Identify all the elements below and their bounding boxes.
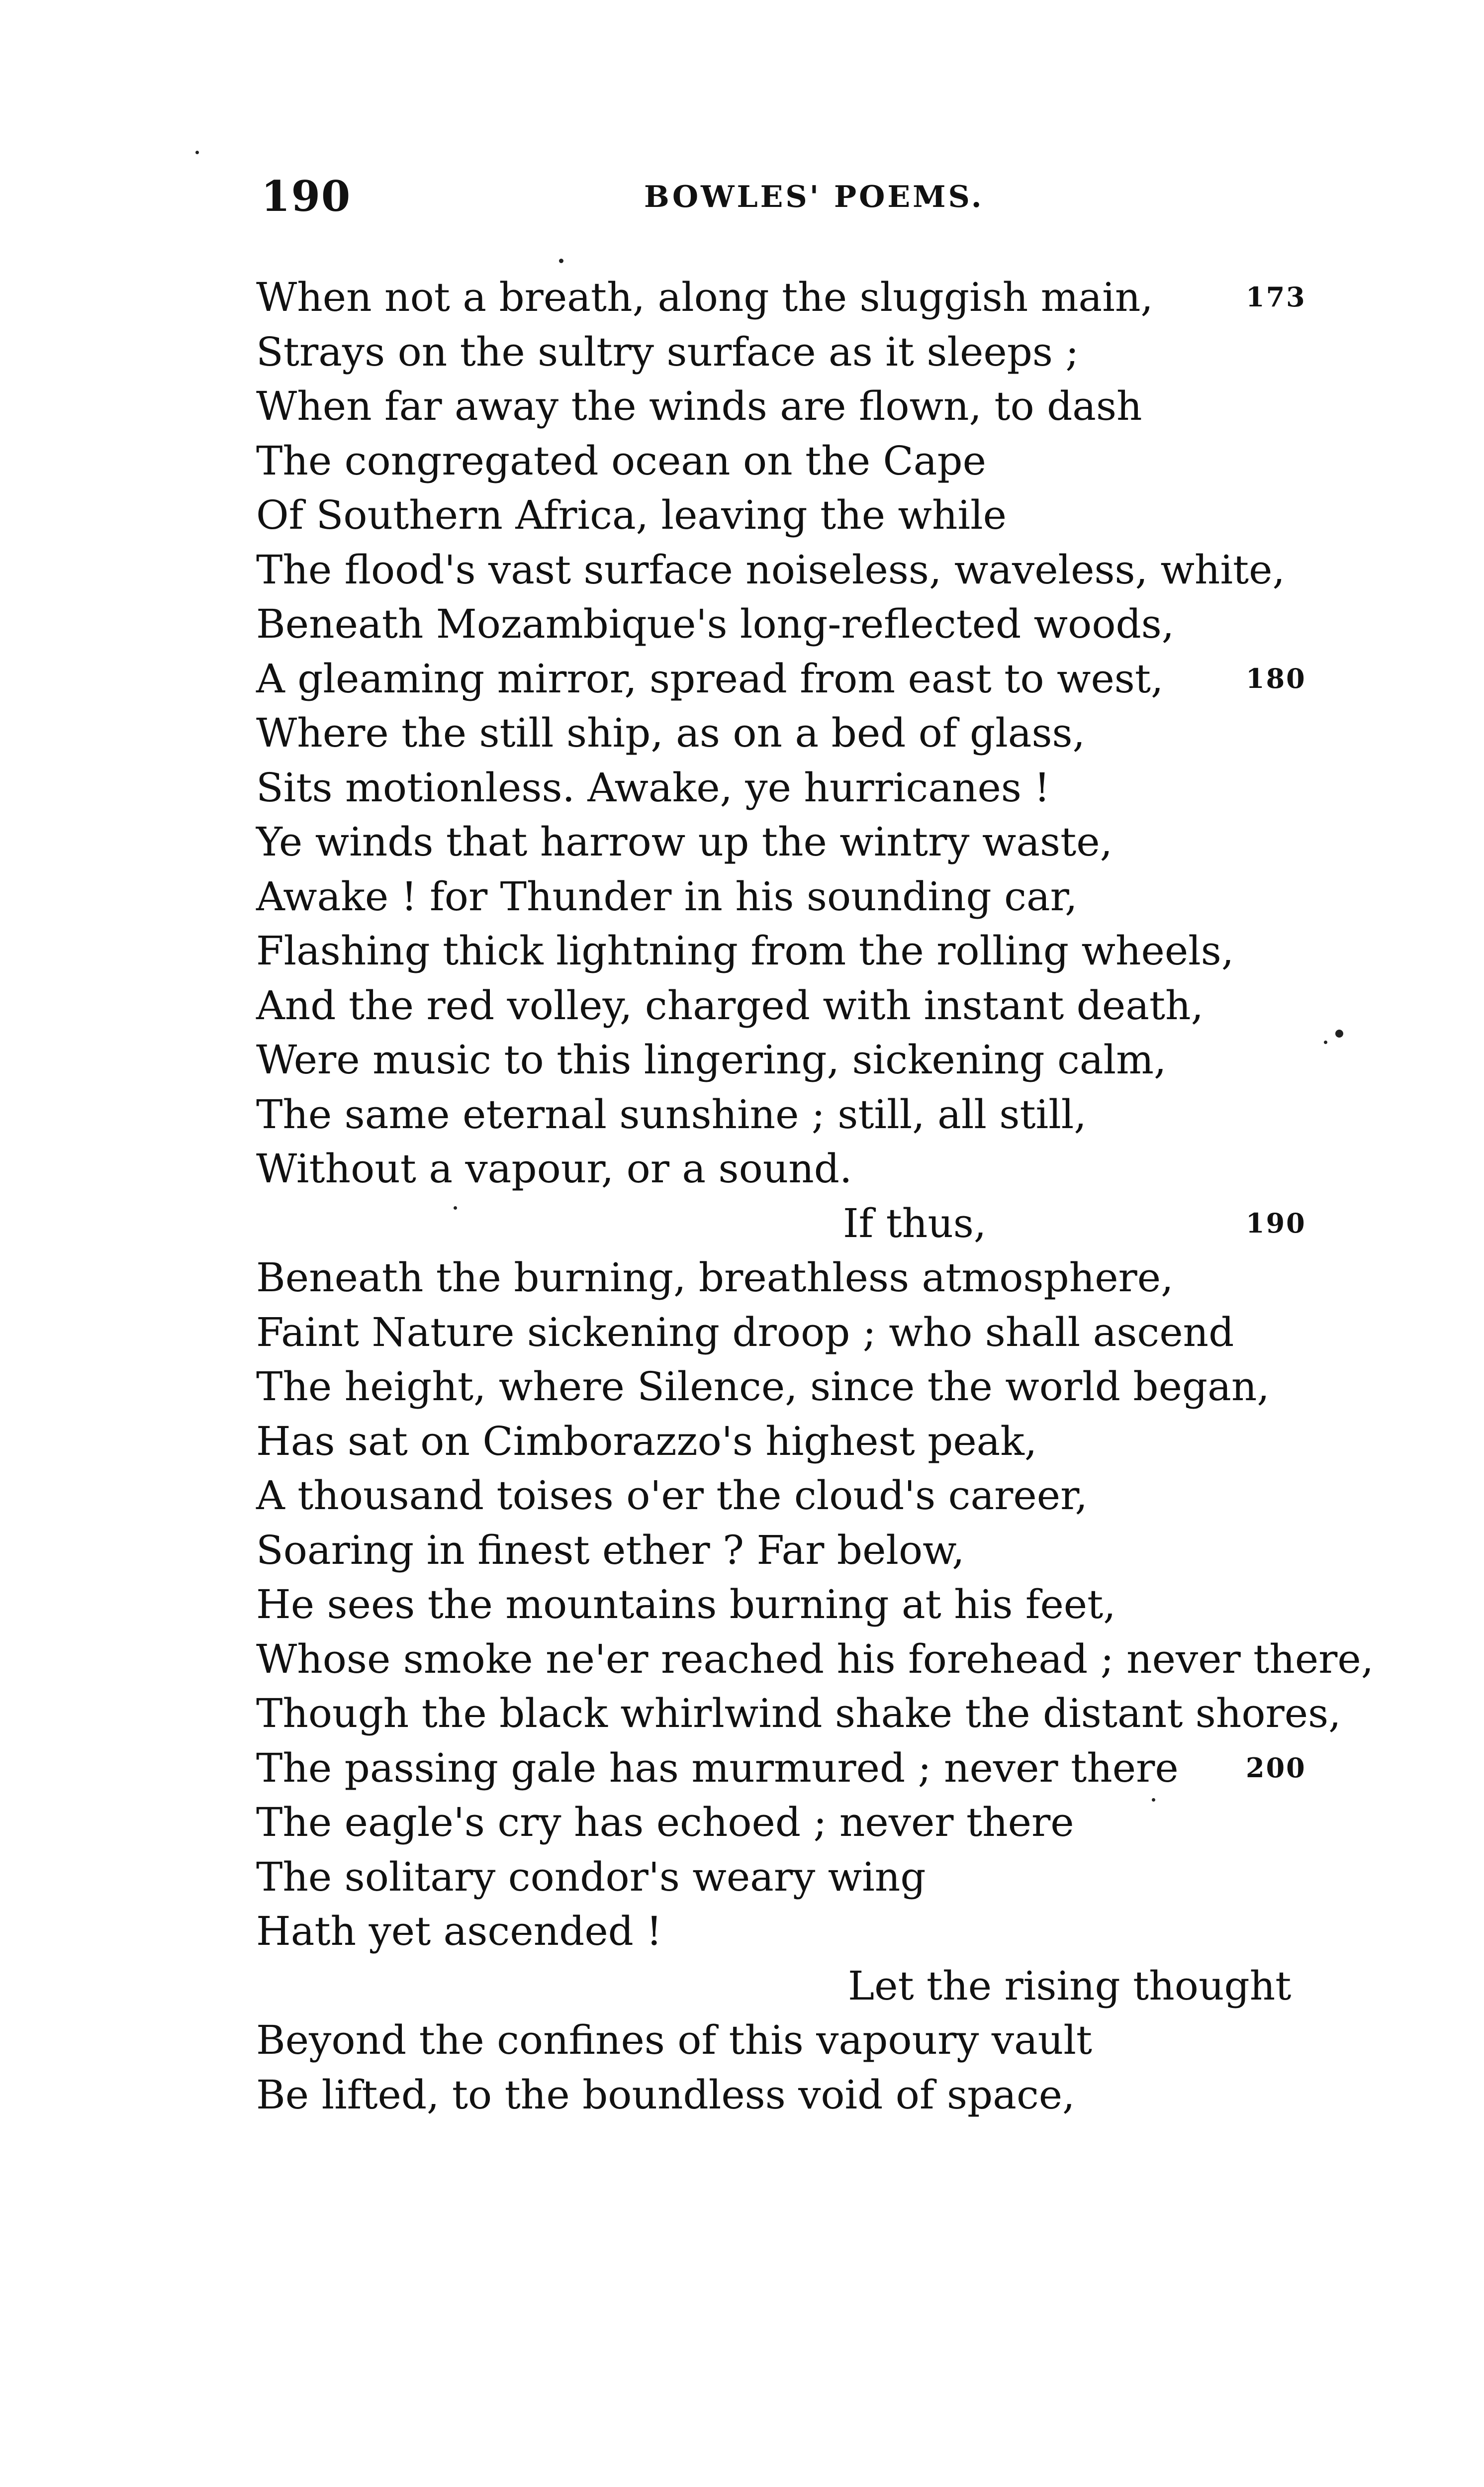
poem-line: [256, 1142, 1320, 1196]
poem-line: [256, 815, 1320, 869]
line-text: When far away the winds are flown, to dash: [256, 383, 1142, 429]
line-text: Where the still ship, as on a bed of glass,: [256, 710, 1086, 756]
line-text: Ye winds that harrow up the wintry waste,: [256, 819, 1113, 865]
poem-line: [256, 597, 1320, 652]
line-text: The passing gale has murmured ; never there: [256, 1744, 1179, 1791]
poem-line: [256, 1686, 1341, 1741]
line-text: The eagle's cry has echoed ; never there: [256, 1799, 1074, 1845]
poem-line: [256, 379, 1320, 434]
line-text: Beneath Mozambique's long-reflected woods,: [256, 601, 1175, 647]
line-text: Without a vapour, or a sound.: [256, 1146, 852, 1192]
poem-line: [256, 1795, 1320, 1850]
poem-line: [256, 1632, 1374, 1687]
poem-line: [256, 869, 1320, 924]
line-text: Be lifted, to the boundless void of space,: [256, 2071, 1075, 2118]
poem-line: [256, 2068, 1320, 2122]
line-text: Strays on the sultry surface as it sleeps ;: [256, 328, 1079, 375]
poem-line: [256, 978, 1320, 1033]
poem-line: [256, 270, 1320, 325]
line-number: 180: [1246, 662, 1306, 694]
line-number: 200: [1246, 1751, 1306, 1784]
ink-speck: [1335, 1030, 1343, 1038]
poem-line: [256, 1250, 1320, 1305]
line-text: Hath yet ascended !: [256, 1908, 662, 1954]
line-text: Were music to this lingering, sickening calm,: [256, 1037, 1167, 1083]
page-header: [261, 172, 1305, 226]
line-text: When not a breath, along the sluggish main,: [256, 274, 1153, 320]
poem-line: [256, 761, 1320, 815]
poem-line: [256, 924, 1320, 978]
poem-line: [256, 1904, 1320, 1959]
poem-line: [256, 706, 1320, 761]
poem-line: [256, 1577, 1320, 1632]
poem-line: [256, 1414, 1320, 1469]
line-text: He sees the mountains burning at his feet,: [256, 1581, 1116, 1627]
line-text: Flashing thick lightning from the rolling wheels,: [256, 928, 1234, 974]
line-text: Faint Nature sickening droop ; who shall ascend: [256, 1309, 1234, 1355]
line-text: The congregated ocean on the Cape: [256, 437, 986, 484]
poem-line-indented: [256, 1196, 1320, 1251]
page-number: 190: [261, 172, 352, 221]
running-head: BOWLES' POEMS.: [644, 180, 984, 214]
poem-line: [256, 325, 1320, 380]
line-text: Awake ! for Thunder in his sounding car,: [256, 873, 1078, 920]
line-text: Beneath the burning, breathless atmosphere,: [256, 1254, 1174, 1301]
line-text: The same eternal sunshine ; still, all still,: [256, 1091, 1087, 1138]
line-text: And the red volley, charged with instant death,: [256, 982, 1204, 1029]
poem-line: [256, 1468, 1320, 1523]
line-text: Has sat on Cimborazzo's highest peak,: [256, 1418, 1037, 1464]
poem-line: [256, 1087, 1320, 1142]
ink-speck: [559, 259, 563, 263]
line-text: A thousand toises o'er the cloud's career,: [256, 1472, 1088, 1519]
line-text: If thus,: [843, 1200, 987, 1246]
ink-speck: [454, 1206, 457, 1210]
poem-line: [256, 1305, 1320, 1360]
line-text: The height, where Silence, since the world began,: [256, 1363, 1270, 1410]
line-number: 190: [1246, 1207, 1306, 1239]
poem-line: [256, 1359, 1320, 1414]
poem-line: [256, 434, 1320, 488]
line-text: A gleaming mirror, spread from east to west,: [256, 655, 1164, 702]
poem-text: [256, 270, 1374, 2122]
ink-speck: [1152, 1798, 1155, 1802]
line-text: Though the black whirlwind shake the distant shores,: [256, 1690, 1341, 1736]
poem-line: [256, 652, 1320, 706]
ink-speck: [1324, 1041, 1327, 1044]
poem-line: [256, 1741, 1320, 1796]
line-text: Whose smoke ne'er reached his forehead ; never there,: [256, 1635, 1374, 1682]
line-text: Soaring in finest ether ? Far below,: [256, 1527, 965, 1573]
poem-line: [256, 1523, 1320, 1578]
line-number: 173: [1246, 281, 1306, 313]
poem-line: [256, 1033, 1320, 1087]
poem-line: [256, 488, 1320, 543]
poem-line: [256, 1850, 1320, 1905]
poem-line: [256, 2013, 1320, 2068]
poem-line: [256, 543, 1320, 597]
line-text: Let the rising thought: [848, 1962, 1292, 2009]
line-text: Of Southern Africa, leaving the while: [256, 492, 1007, 538]
poem-line-indented: [256, 1959, 1320, 2013]
ink-speck: [195, 151, 199, 154]
line-text: The solitary condor's weary wing: [256, 1853, 926, 1900]
line-text: The flood's vast surface noiseless, waveless, white,: [256, 546, 1285, 593]
line-text: Beyond the confines of this vapoury vault: [256, 2017, 1093, 2063]
line-text: Sits motionless. Awake, ye hurricanes !: [256, 764, 1050, 811]
